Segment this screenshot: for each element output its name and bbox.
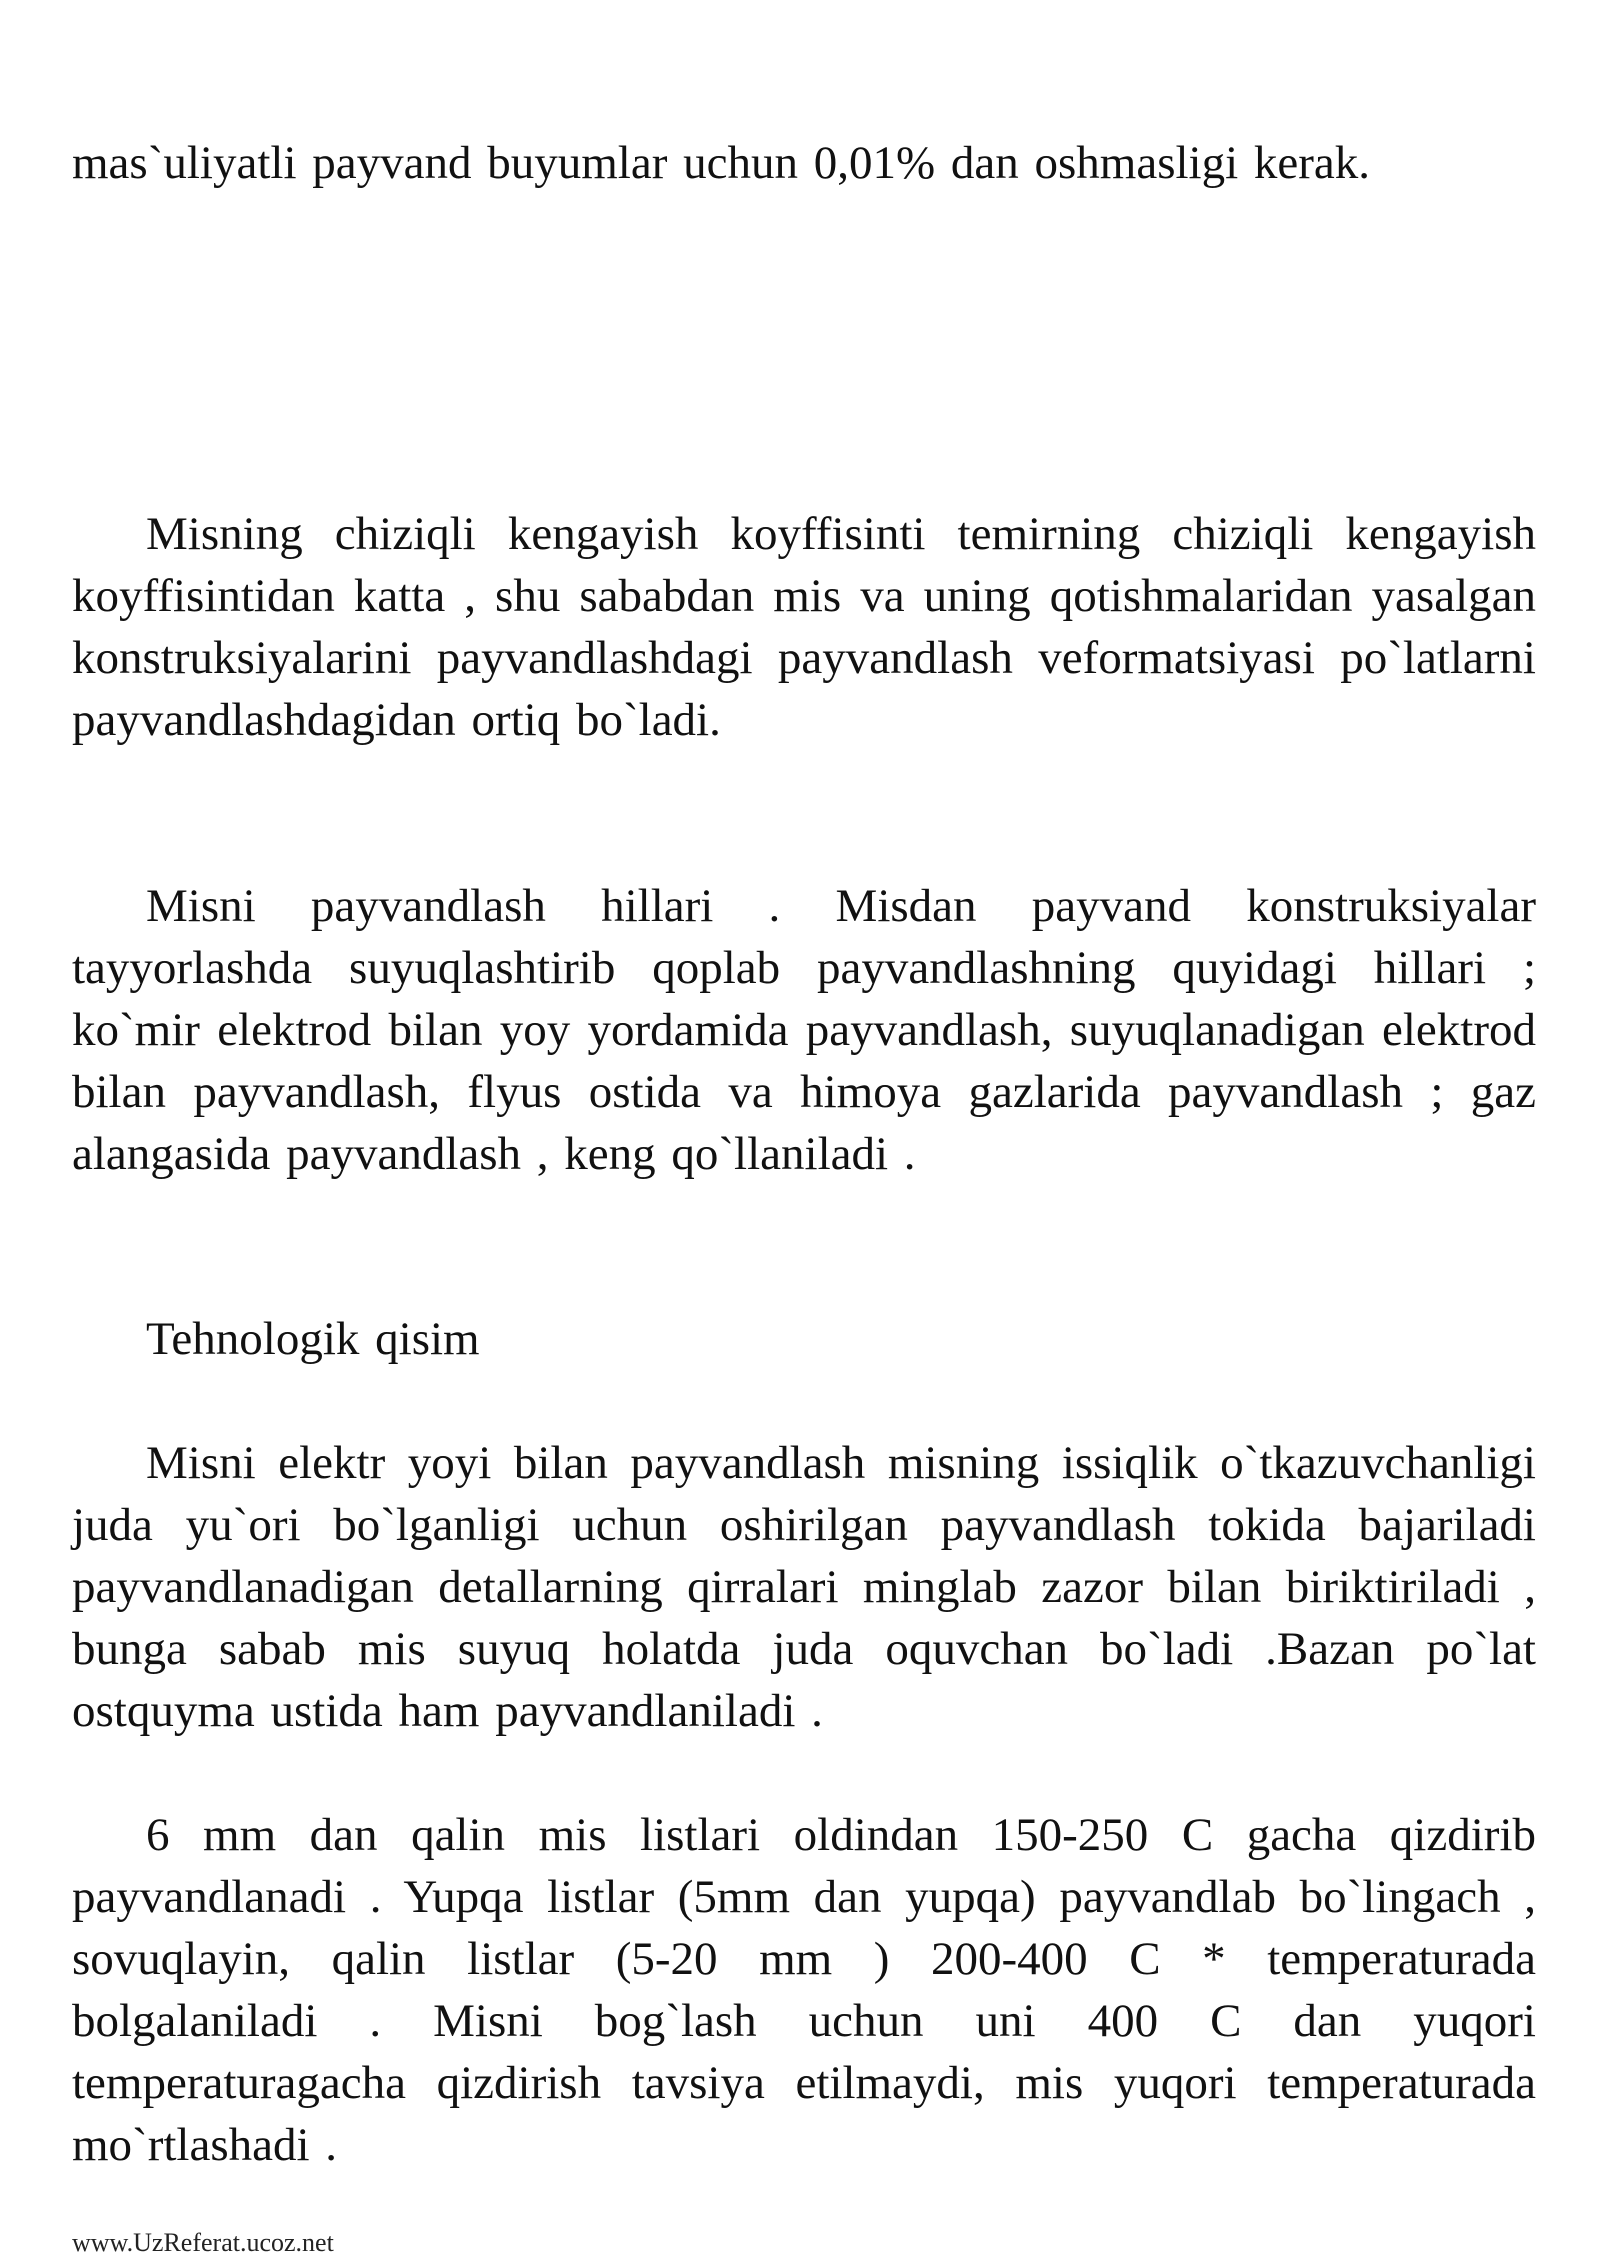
- paragraph-welding-methods: Misni payvandlash hillari . Misdan payvand konstruksiyalar tayyorlashda suyuqlashtirib qoplab payvandlashning quyidagi hillari ; ko`mir elektrod bilan yoy yordamida payvandlash, suyuqlanadigan elektrod bilan payvandlash, flyus ostida va himoya gazlarida payvandlash ; gaz alangasida payvandlash , keng qo`llaniladi .: [72, 880, 1536, 1180]
- paragraph-thermal-expansion: Misning chiziqli kengayish koyffisinti temirning chiziqli kengayish koyffisintidan katta , shu sababdan mis va uning qotishmalaridan yasalgan konstruksiyalarini payvandlashdagi payvandlash veformatsiyasi po`latlarni payvandlashdagidan ortiq bo`ladi.: [72, 508, 1536, 746]
- section-heading: Tehnologik qisim: [146, 1313, 480, 1365]
- paragraph-arc-welding: Misni elektr yoyi bilan payvandlash misning issiqlik o`tkazuvchanligi juda yu`ori bo`lganligi uchun oshirilgan payvandlash tokida bajariladi payvandlanadigan detallarning qirralari minglab zazor bilan biriktiriladi , bunga sabab mis suyuq holatda juda oquvchan bo`ladi .Bazan po`lat ostquyma ustida ham payvandlaniladi .: [72, 1437, 1536, 1737]
- paragraph-continuation: mas`uliyatli payvand buyumlar uchun 0,01% dan oshmasligi kerak.: [72, 137, 1371, 189]
- footer-url: www.UzReferat.ucoz.net: [72, 2228, 334, 2257]
- paragraph-preheating: 6 mm dan qalin mis listlari oldindan 150-250 C gacha qizdirib payvandlanadi . Yupqa listlar (5mm dan yupqa) payvandlab bo`lingach , sovuqlayin, qalin listlar (5-20 mm ) 200-400 C * temperaturada bolgalaniladi . Misni bog`lash uchun uni 400 C dan yuqori temperaturagacha qizdirish tavsiya etilmaydi, mis yuqori temperaturada mo`rtlashadi .: [72, 1809, 1536, 2171]
- document-page: [72, 0, 1536, 2262]
